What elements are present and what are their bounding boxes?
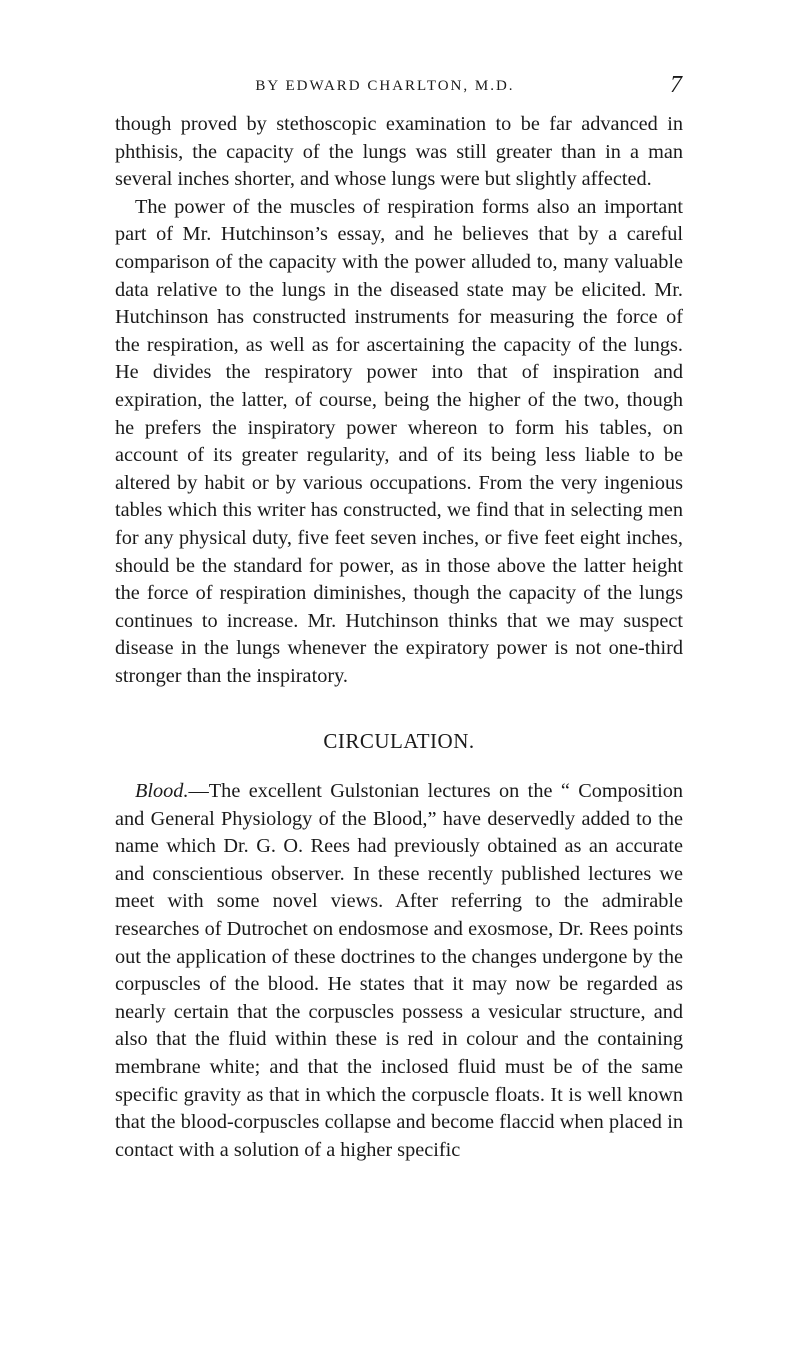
body-text [115, 111, 683, 1164]
paragraph-continuation: though proved by stethoscopic examination to be far advanced in phthisis, the capacity of the lungs was still greater than in a man several inches shorter, and whose lungs were but slightly affected. [115, 113, 683, 191]
section-heading: CIRCULATION. [323, 729, 475, 754]
paragraph-blood-text: —The excellent Gulstonian lectures on the “ Composition and General Physiology of the Blood,” have deservedly added to the name which Dr. G. O. Rees had previously obtained as an accurate and conscientious observer. In these recently published lectures we meet with some novel views. After referring to the admirable researches of Dutrochet on endosmose and exosmose, Dr. Rees points out the application of these doctrines to the changes undergone by the corpuscles of the blood. He states that it may now be regarded as nearly certain that the corpuscles possess a vesicular structure, and also that the fluid within these is red in colour and the containing membrane white; and that the inclosed fluid must be of the same specific gravity as that in which the corpuscle floats. It is well known that the blood-corpuscles collapse and become flaccid when placed in contact with a solution of a higher specific [115, 780, 683, 1161]
running-head [100, 72, 690, 102]
page-number: 7 [670, 72, 682, 98]
subhead-blood: Blood. [135, 780, 189, 803]
paragraph-blood [115, 778, 683, 1164]
paragraph-respiration-power: The power of the muscles of respiration forms also an important part of Mr. Hutchinson’s essay, and he believes that by a careful comparison of the capacity with the power alluded to, many valuable data relative to the lungs in the diseased state may be elicited. Mr. Hutchinson has constructed instruments for measuring the force of the respiration, as well as for ascertaining the capacity of the lungs. He divides the respiratory power into that of inspiration and expiration, the latter, of course, being the higher of the two, though he prefers the inspiratory power whereon to form his tables, on account of its greater regularity, and of its being less liable to be altered by habit or by various occupations. From the very ingenious tables which this writer has constructed, we find that in selecting men for any physical duty, five feet seven inches, or five feet eight inches, should be the standard for power, as in those above the latter height the force of respiration diminishes, though the capacity of the lungs continues to increase. Mr. Hutchinson thinks that we may suspect disease in the lungs whenever the expiratory power is not one-third stronger than the inspiratory. [115, 195, 683, 687]
running-title: BY EDWARD CHARLTON, M.D. [255, 78, 515, 94]
book-page [100, 0, 690, 1350]
